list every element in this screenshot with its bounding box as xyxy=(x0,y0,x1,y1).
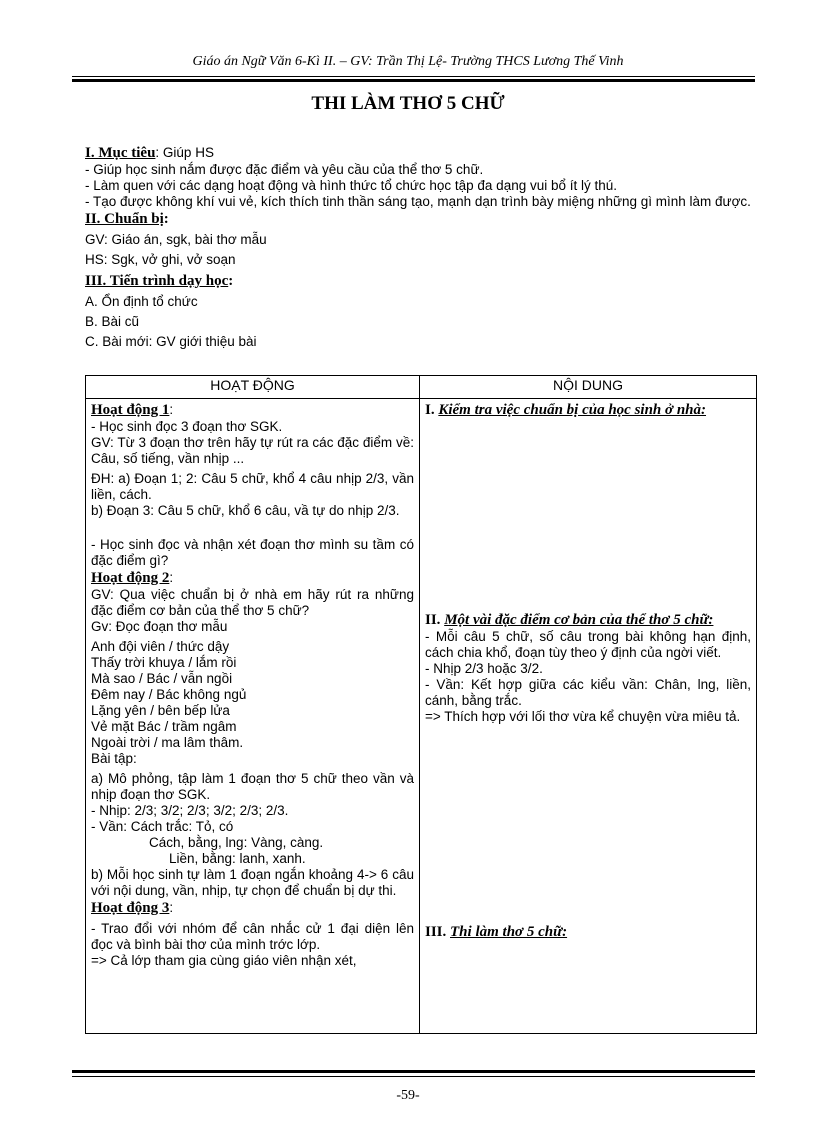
exercise-rhyme: - Vần: Cách trắc: Tỏ, có xyxy=(91,819,234,834)
activity-2-line: Gv: Đọc đoạn thơ mẫu xyxy=(91,619,228,634)
content-3-title: Thi làm thơ 5 chữ: xyxy=(450,924,568,940)
intro-section xyxy=(85,144,757,350)
procedure-c: C. Bài mới: GV giới thiệu bài xyxy=(85,334,257,349)
activity-1-line: ĐH: a) Đoạn 1; 2: Câu 5 chữ, khổ 4 câu nhịp 2/3, vần liền, cách. xyxy=(91,471,414,502)
content-2-number: II. xyxy=(425,612,445,628)
objectives-heading-rest: : Giúp HS xyxy=(155,145,214,160)
poem-line: Lặng yên / bên bếp lửa xyxy=(91,703,230,718)
activity-1-line: GV: Từ 3 đoạn thơ trên hãy tự rút ra các đặc điểm về: Câu, số tiếng, vần nhịp ... xyxy=(91,435,414,466)
exercise-rhythm: - Nhịp: 2/3; 3/2; 2/3; 3/2; 2/3; 2/3. xyxy=(91,803,289,818)
content-2-title: Một vài đặc điểm cơ bản của thể thơ 5 chữ: xyxy=(444,612,714,628)
procedure-heading-rest: : xyxy=(228,273,234,289)
activity-1-heading xyxy=(91,401,414,419)
activities-cell xyxy=(86,399,420,1034)
content-2-line: - Mỗi câu 5 chữ, số câu trong bài không hạn định, cách chia khổ, đoạn tùy theo ý định của ngời viết. xyxy=(425,629,751,660)
exercise-a: a) Mô phỏng, tập làm 1 đoạn thơ 5 chữ theo vần và nhịp đoạn thơ SGK. xyxy=(91,771,414,802)
footer-rule-thick xyxy=(72,1070,755,1073)
exercise-rhyme-3: Liền, bằng: lanh, xanh. xyxy=(169,851,306,866)
activity-3-colon: : xyxy=(169,900,174,915)
procedure-a: A. Ổn định tổ chức xyxy=(85,294,198,309)
header-activities: HOẠT ĐỘNG xyxy=(86,376,420,399)
content-1-number: I. xyxy=(425,402,439,418)
activity-1-line: - Học sinh đọc 3 đoạn thơ SGK. xyxy=(91,419,283,434)
header-content: NỘI DUNG xyxy=(420,376,757,399)
table-header-row xyxy=(86,376,757,399)
objective-3: - Tạo được không khí vui vẻ, kích thích tinh thần sáng tạo, mạnh dạn trình bày miệng những gì mình làm được. xyxy=(85,194,751,209)
activity-2-line: GV: Qua việc chuẩn bị ở nhà em hãy rút ra những đặc điểm cơ bản của thể thơ 5 chữ? xyxy=(91,587,414,618)
exercise-rhyme-2: Cách, bằng, lng: Vàng, càng. xyxy=(149,835,324,850)
section-objectives xyxy=(85,144,757,162)
document-title: THI LÀM THƠ 5 CHỮ xyxy=(311,93,505,114)
poem-line: Thấy trời khuya / lắm rồi xyxy=(91,655,237,670)
activity-1-title: Hoạt động 1 xyxy=(91,402,170,418)
activity-3-heading xyxy=(91,899,414,917)
footer-rule xyxy=(72,1076,755,1077)
procedure-heading: III. Tiến trình dạy học xyxy=(85,273,229,289)
activity-2-colon: : xyxy=(169,570,174,585)
section-procedure xyxy=(85,272,757,290)
activity-3-line: - Trao đổi với nhóm để cân nhắc cử 1 đại diện lên đọc và bình bài thơ của mình trớc lớp. xyxy=(91,921,414,952)
content-1-title: Kiểm tra việc chuẩn bị của học sinh ở nhà: xyxy=(438,402,707,418)
content-section-3 xyxy=(425,923,751,941)
preparation-heading: II. Chuẩn bị xyxy=(85,211,164,227)
table-body-row xyxy=(86,399,757,1034)
poem-line: Mà sao / Bác / vẫn ngồi xyxy=(91,671,233,686)
page-header: Giáo án Ngữ Văn 6-Kì II. – GV: Trần Thị Lệ- Trường THCS Lương Thế Vinh xyxy=(192,54,624,69)
activity-2-title: Hoạt động 2 xyxy=(91,570,170,586)
exercise-b: b) Mỗi học sinh tự làm 1 đoạn ngắn khoảng 4-> 6 câu với nội dung, vần, nhịp, tự chọn để chuẩn bị dự thi. xyxy=(91,867,414,898)
section-preparation xyxy=(85,210,757,228)
poem-line: Đêm nay / Bác không ngủ xyxy=(91,687,247,702)
prep-student: HS: Sgk, vở ghi, vở soạn xyxy=(85,252,236,267)
prep-teacher: GV: Giáo án, sgk, bài thơ mẫu xyxy=(85,232,267,247)
activity-1-colon: : xyxy=(169,402,174,417)
header-rule-thick xyxy=(72,79,755,82)
activity-1-line: - Học sinh đọc và nhận xét đoạn thơ mình su tầm có đặc điểm gì? xyxy=(91,537,414,568)
content-section-1 xyxy=(425,401,751,419)
page-number: -59- xyxy=(396,1088,420,1103)
activity-2-heading xyxy=(91,569,414,587)
poem-line: Vẻ mặt Bác / trầm ngâm xyxy=(91,719,237,734)
activity-3-line: => Cả lớp tham gia cùng giáo viên nhận xét, xyxy=(91,953,357,968)
header-rule xyxy=(72,76,755,77)
objectives-heading: I. Mục tiêu xyxy=(85,145,156,161)
content-2-line: - Vần: Kết hợp giữa các kiểu vần: Chân, lng, liền, cánh, bằng trắc. xyxy=(425,677,751,708)
activity-3-title: Hoạt động 3 xyxy=(91,900,170,916)
activity-1-line: b) Đoạn 3: Câu 5 chữ, khổ 6 câu, vầ tự do nhịp 2/3. xyxy=(91,503,400,518)
objective-1: - Giúp học sinh nắm được đặc điểm và yêu cầu của thể thơ 5 chữ. xyxy=(85,162,484,177)
content-2-line: - Nhịp 2/3 hoặc 3/2. xyxy=(425,661,543,676)
content-section-2 xyxy=(425,611,751,629)
objective-2: - Làm quen với các dạng hoạt động và hình thức tổ chức học tập đa dạng vui bổ ít lý thú. xyxy=(85,178,618,193)
content-3-number: III. xyxy=(425,924,451,940)
poem-line: Anh đội viên / thức dậy xyxy=(91,639,230,654)
lesson-table xyxy=(85,375,757,1034)
poem-line: Ngoài trời / ma lâm thâm. xyxy=(91,735,244,750)
content-2-line: => Thích hợp với lối thơ vừa kể chuyện vừa miêu tả. xyxy=(425,709,741,724)
preparation-heading-rest: : xyxy=(163,211,169,227)
exercise-heading: Bài tập: xyxy=(91,751,137,766)
procedure-b: B. Bài cũ xyxy=(85,314,140,329)
content-cell xyxy=(420,399,757,1034)
